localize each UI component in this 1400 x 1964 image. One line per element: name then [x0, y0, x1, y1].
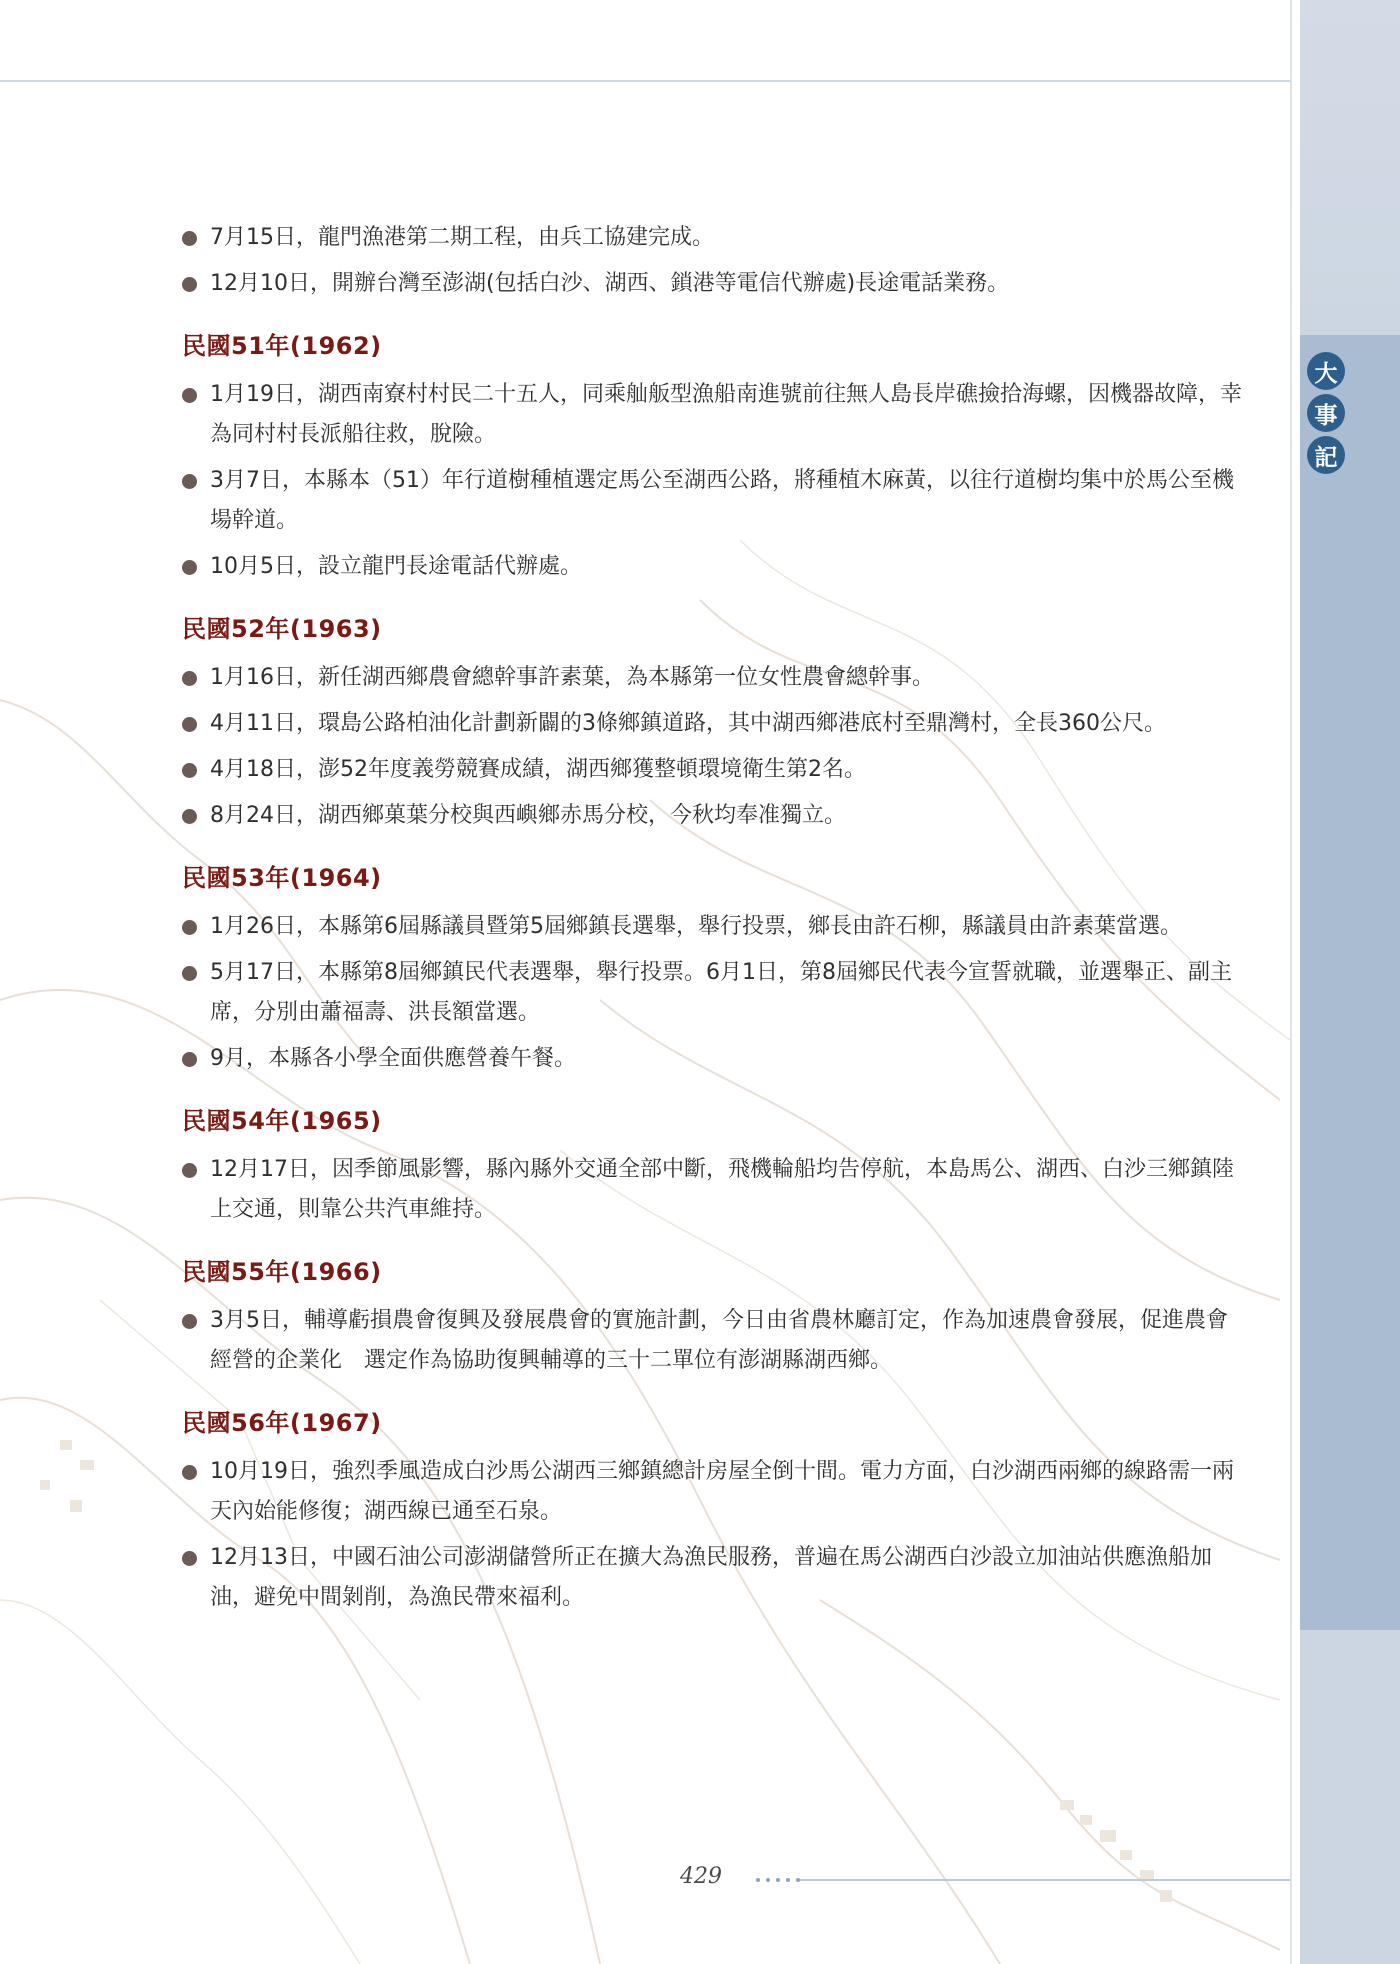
dot-icon — [786, 1878, 790, 1882]
bullet-icon — [182, 809, 197, 824]
entry-text: 3月7日，本縣本（51）年行道樹種植選定馬公至湖西公路，將種植木麻黃，以往行道樹均集中於馬公至機場幹道。 — [210, 468, 1234, 533]
header-rule — [0, 80, 1292, 82]
list-item — [182, 796, 1242, 836]
list-item — [182, 1538, 1242, 1618]
list-item — [182, 1150, 1242, 1230]
bullet-icon — [182, 388, 197, 403]
list-item — [182, 461, 1242, 541]
chapter-tab-char: 大 — [1307, 352, 1345, 390]
bullet-icon — [182, 1052, 197, 1067]
list-item — [182, 704, 1242, 744]
bullet-icon — [182, 1163, 197, 1178]
entry-text: 9月，本縣各小學全面供應營養午餐。 — [210, 1046, 576, 1071]
list-item — [182, 907, 1242, 947]
entry-text: 3月5日，輔導虧損農會復興及發展農會的實施計劃，今日由省農林廳訂定，作為加速農會發展，促進農會經營的企業化 選定作為協助復興輔導的三十二單位有澎湖縣湖西鄉。 — [210, 1308, 1228, 1373]
entry-text: 12月13日，中國石油公司澎湖儲營所正在擴大為漁民服務，普遍在馬公湖西白沙設立加油站供應漁船加油，避免中間剝削，為漁民帶來福利。 — [210, 1545, 1212, 1610]
entry-text: 10月5日，設立龍門長途電話代辦處。 — [210, 554, 582, 579]
dot-icon — [756, 1878, 760, 1882]
year-heading: 民國53年(1964) — [182, 864, 382, 892]
list-item — [182, 1301, 1242, 1381]
year-heading: 民國56年(1967) — [182, 1409, 382, 1437]
entry-text: 12月10日，開辦台灣至澎湖(包括白沙、湖西、鎖港等電信代辦處)長途電話業務。 — [210, 271, 1010, 296]
chapter-tab-char: 事 — [1307, 394, 1345, 432]
entry-text: 1月19日，湖西南寮村村民二十五人，同乘舢舨型漁船南進號前往無人島長岸礁撿拾海螺，因機器故障，幸為同村村長派船往救，脫險。 — [210, 382, 1242, 447]
bullet-icon — [182, 920, 197, 935]
year-heading: 民國51年(1962) — [182, 332, 382, 360]
bullet-icon — [182, 277, 197, 292]
list-item — [182, 658, 1242, 698]
list-item — [182, 1452, 1242, 1532]
bullet-icon — [182, 966, 197, 981]
bullet-icon — [182, 474, 197, 489]
list-item — [182, 750, 1242, 790]
bullet-icon — [182, 671, 197, 686]
dot-icon — [766, 1878, 770, 1882]
bullet-icon — [182, 1314, 197, 1329]
list-item — [182, 1039, 1242, 1079]
chronology-content — [182, 218, 1242, 1624]
bullet-icon — [182, 1465, 197, 1480]
bullet-icon — [182, 717, 197, 732]
entry-text: 8月24日，湖西鄉菓葉分校與西嶼鄉赤馬分校，今秋均奉准獨立。 — [210, 803, 846, 828]
entry-text: 1月16日，新任湖西鄉農會總幹事許素葉，為本縣第一位女性農會總幹事。 — [210, 665, 934, 690]
chapter-tab — [1306, 352, 1346, 474]
entry-text: 4月18日，澎52年度義勞競賽成績，湖西鄉獲整頓環境衛生第2名。 — [210, 757, 866, 782]
footer-dots — [756, 1878, 800, 1882]
side-divider — [1290, 0, 1292, 1964]
side-band — [1300, 0, 1400, 1964]
entry-text: 7月15日，龍門漁港第二期工程，由兵工協建完成。 — [210, 225, 714, 250]
page-footer — [680, 1864, 1300, 1894]
bullet-icon — [182, 231, 197, 246]
entry-text: 10月19日，強烈季風造成白沙馬公湖西三鄉鎮總計房屋全倒十間。電力方面，白沙湖西兩鄉的線路需一兩天內始能修復；湖西線已通至石泉。 — [210, 1459, 1234, 1524]
list-item — [182, 547, 1242, 587]
page-number: 429 — [680, 1864, 722, 1889]
footer-rule — [800, 1879, 1290, 1881]
year-heading: 民國54年(1965) — [182, 1107, 382, 1135]
entry-text: 12月17日，因季節風影響，縣內縣外交通全部中斷，飛機輪船均告停航，本島馬公、湖西、白沙三鄉鎮陸上交通，則靠公共汽車維持。 — [210, 1157, 1234, 1222]
year-heading: 民國52年(1963) — [182, 615, 382, 643]
list-item — [182, 953, 1242, 1033]
bullet-icon — [182, 1551, 197, 1566]
entry-text: 4月11日，環島公路柏油化計劃新闢的3條鄉鎮道路，其中湖西鄉港底村至鼎灣村，全長360公尺。 — [210, 711, 1166, 736]
list-item — [182, 218, 1242, 258]
entry-text: 1月26日，本縣第6屆縣議員暨第5屆鄉鎮長選舉，舉行投票，鄉長由許石柳，縣議員由許素葉當選。 — [210, 914, 1182, 939]
list-item — [182, 264, 1242, 304]
bullet-icon — [182, 763, 197, 778]
bullet-icon — [182, 560, 197, 575]
entry-text: 5月17日，本縣第8屆鄉鎮民代表選舉，舉行投票。6月1日，第8屆鄉民代表今宣誓就職，並選舉正、副主席，分別由蕭福壽、洪長額當選。 — [210, 960, 1232, 1025]
list-item — [182, 375, 1242, 455]
chapter-tab-char: 記 — [1307, 436, 1345, 474]
dot-icon — [776, 1878, 780, 1882]
year-heading: 民國55年(1966) — [182, 1258, 382, 1286]
